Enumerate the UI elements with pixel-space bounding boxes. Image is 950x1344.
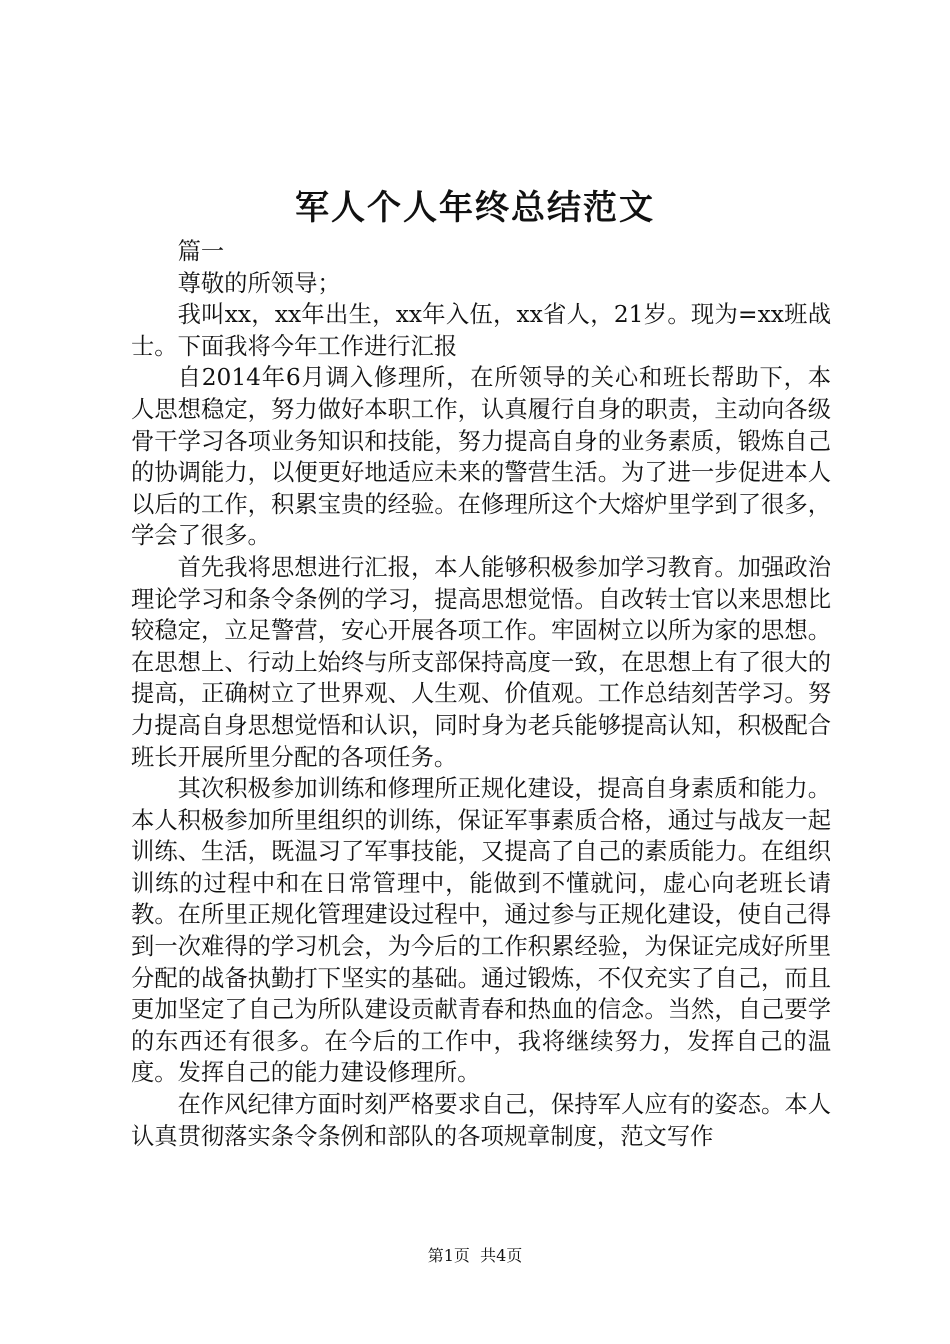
- page-footer: [0, 1244, 950, 1268]
- page-number: 第1页: [427, 1246, 470, 1265]
- section-heading: 篇一: [177, 238, 225, 265]
- paragraph-discipline: 在作风纪律方面时刻严格要求自己，保持军人应有的姿态。本人认真贯彻落实条令条例和部队的各项规章制度，范文写作: [131, 1091, 831, 1150]
- document-title: 军人个人年终总结范文: [295, 188, 655, 228]
- paragraph-intro: 我叫xx，xx年出生，xx年入伍，xx省人，21岁。现为=xx班战士。下面我将今年工作进行汇报: [131, 301, 831, 360]
- paragraph-transfer: 自2014年6月调入修理所，在所领导的关心和班长帮助下，本人思想稳定，努力做好本职工作，认真履行自身的职责，主动向各级骨干学习各项业务知识和技能，努力提高自身的业务素质，锻炼自己的协调能力，以便更好地适应未来的警营生活。为了进一步促进本人以后的工作，积累宝贵的经验。在修理所这个大熔炉里学到了很多，学会了很多。: [131, 364, 831, 550]
- paragraph-thought: 首先我将思想进行汇报，本人能够积极参加学习教育。加强政治理论学习和条令条例的学习，提高思想觉悟。自改转士官以来思想比较稳定，立足警营，安心开展各项工作。牢固树立以所为家的思想。在思想上、行动上始终与所支部保持高度一致，在思想上有了很大的提高，正确树立了世界观、人生观、价值观。工作总结刻苦学习。努力提高自身思想觉悟和认识，同时身为老兵能够提高认知，积极配合班长开展所里分配的各项任务。: [131, 553, 831, 771]
- paragraph-training: 其次积极参加训练和修理所正规化建设，提高自身素质和能力。本人积极参加所里组织的训练，保证军事素质合格，通过与战友一起训练、生活，既温习了军事技能，又提高了自己的素质能力。在组织训练的过程中和在日常管理中，能做到不懂就问，虚心向老班长请教。在所里正规化管理建设过程中，通过参与正规化建设，使自己得到一次难得的学习机会，为今后的工作积累经验，为保证完成好所里分配的战备执勤打下坚实的基础。通过锻炼，不仅充实了自己，而且更加坚定了自己为所队建设贡献青春和热血的信念。当然，自己要学的东西还有很多。在今后的工作中，我将继续努力，发挥自己的温度。发挥自己的能力建设修理所。: [131, 775, 831, 1087]
- document-body: [131, 236, 831, 1152]
- salutation: 尊敬的所领导；: [177, 269, 341, 297]
- page-total: 共4页: [480, 1246, 523, 1265]
